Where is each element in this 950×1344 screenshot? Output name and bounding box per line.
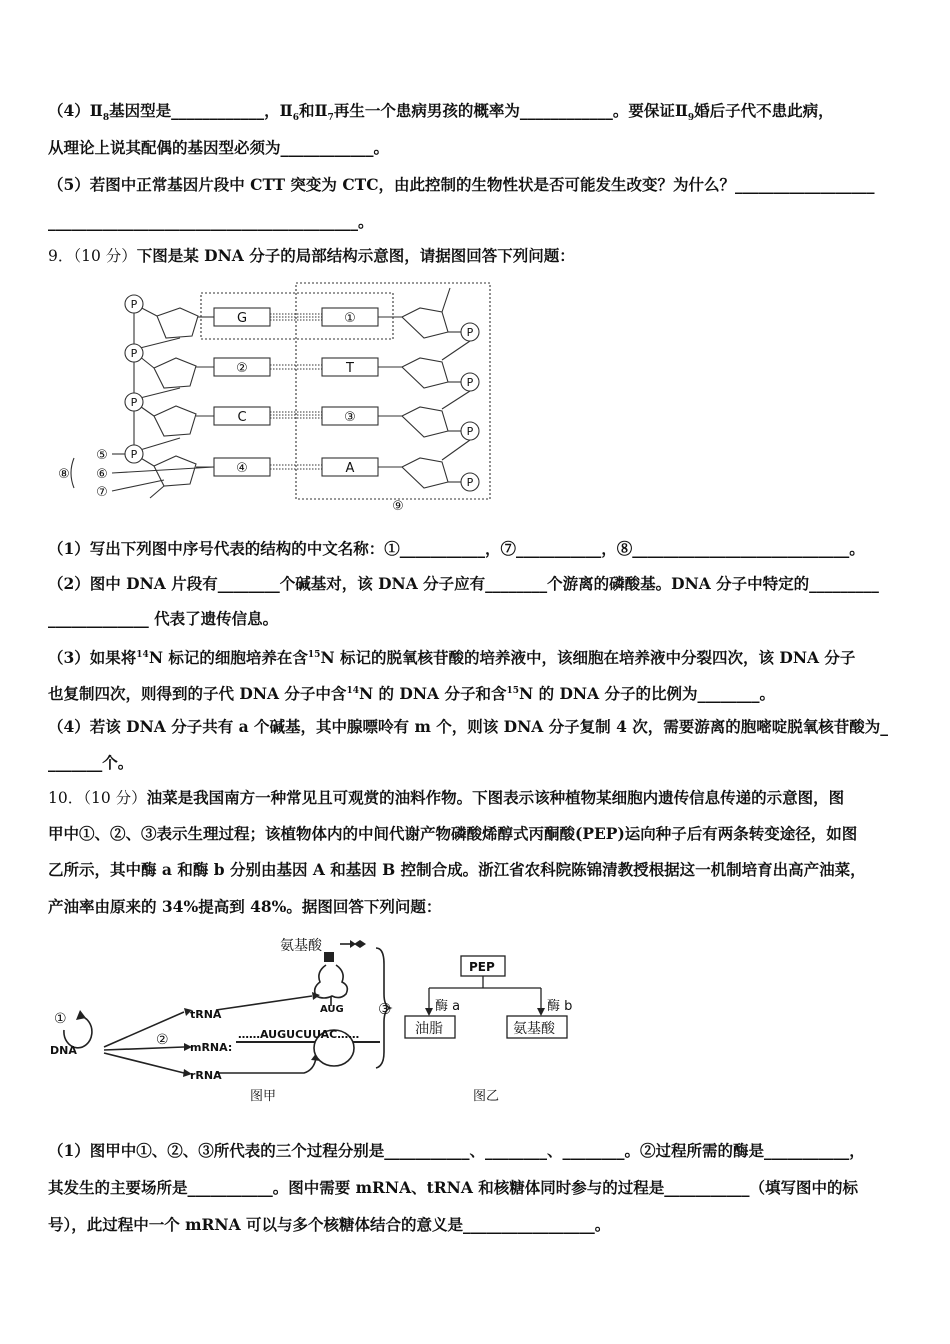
q8-part4-line2: 从理论上说其配偶的基因型必须为____________。 — [48, 138, 390, 157]
q9-part4-line1: （4）若该 DNA 分子共有 a 个碱基，其中腺嘌呤有 m 个，则该 DNA 分子复制 4 次，需要游离的胞嘧啶脱氧核苷酸为_ — [48, 717, 889, 736]
q9-part3-line1: （3）如果将$^{14}$N 标记的细胞培养在含$^{15}$N 标记的脱氧核苷酸的培养液中，该细胞在培养液中分裂四次，该 DNA 分子 — [48, 648, 856, 668]
process-2-label: ② — [156, 1032, 169, 1048]
q8-part4-line1: $(4)Ⅱ_8$基因型是____________，$Ⅱ_6$和$Ⅱ_7$再生一个患病男孩的概率为____________。要保证$Ⅱ_9$婚后子代不患此病， — [48, 101, 834, 124]
q9-stem: 9．（10 分）下图是某 DNA 分子的局部结构示意图，请据图回答下列问题： — [48, 246, 575, 265]
q9-part3-line2: 也复制四次，则得到的子代 DNA 分子中含$^{14}$N 的 DNA 分子和含$^{15}$N 的 DNA 分子的比例为________。 — [48, 684, 775, 704]
enzyme-a-label: 酶 a — [435, 999, 461, 1014]
oil-label: 油脂 — [415, 1021, 443, 1037]
base-G-label: G — [236, 311, 248, 326]
phosphate-label: P — [466, 326, 474, 339]
base-A-label: A — [345, 461, 355, 476]
dna-structure-diagram — [50, 280, 500, 515]
q8-part5-line2: ________________________________________。 — [48, 212, 374, 231]
codon-sequence: ……AUGUCUUAC…… — [238, 1028, 360, 1041]
base-C-label: C — [237, 410, 247, 425]
q10-stem-line2: 甲中①、②、③表示生理过程；该植物体内的中间代谢产物磷酸烯醇式丙酮酸(PEP)运向种子后有两条转变途径，如图 — [48, 824, 858, 843]
q8-part5-line1: （5）若图中正常基因片段中 CTT 突变为 CTC，由此控制的生物性状是否可能发生改变？为什么？__________________ — [48, 175, 875, 194]
q9-part1: （1）写出下列图中序号代表的结构的中文名称：①___________，⑦___________，⑧____________________________。 — [48, 539, 865, 558]
phosphate-label: P — [466, 425, 474, 438]
figure-jia-caption: 图甲 — [250, 1089, 277, 1104]
dna-label: DNA — [50, 1044, 77, 1057]
process-1-label: ① — [54, 1011, 67, 1027]
label-9: ⑨ — [392, 499, 404, 514]
q10-stem-line1: 10．（10 分）油菜是我国南方一种常见且可观赏的油料作物。下图表示该种植物某细胞内遗传信息传递的示意图，图 — [48, 788, 845, 807]
trna-label: tRNA — [190, 1008, 222, 1021]
enzyme-b-label: 酶 b — [547, 999, 573, 1014]
figure-jia-gene-expression — [44, 930, 390, 1105]
label-1: ① — [344, 311, 356, 326]
anticodon-label: AUG — [320, 1004, 344, 1015]
q10-part1-line1: （1）图甲中①、②、③所代表的三个过程分别是___________、________、________。②过程所需的酶是___________， — [48, 1141, 865, 1160]
amino-acid-label: 氨基酸 — [280, 938, 322, 954]
rrna-label: rRNA — [190, 1069, 222, 1082]
phosphate-label: P — [130, 448, 138, 461]
pep-label: PEP — [469, 960, 495, 974]
phosphate-label: P — [130, 396, 138, 409]
phosphate-label: P — [466, 476, 474, 489]
process-3-label: ③ — [378, 1000, 392, 1018]
q9-part2-line1: （2）图中 DNA 片段有________个碱基对，该 DNA 分子应有________个游离的磷酸基。DNA 分子中特定的_________ — [48, 574, 879, 593]
label-7: ⑦ — [96, 485, 108, 500]
mrna-label: mRNA: — [190, 1041, 233, 1054]
label-4: ④ — [236, 461, 248, 476]
q10-part1-line2: 其发生的主要场所是___________。图中需要 mRNA、tRNA 和核糖体同时参与的过程是___________（填写图中的标 — [48, 1178, 859, 1197]
label-8: ⑧ — [58, 467, 70, 482]
label-3: ③ — [344, 410, 356, 425]
q10-part1-line3: 号），此过程中一个 mRNA 可以与多个核糖体结合的意义是_________________。 — [48, 1215, 611, 1234]
phosphate-label: P — [466, 376, 474, 389]
phosphate-label: P — [130, 298, 138, 311]
base-T-label: T — [346, 361, 354, 376]
figure-yi-caption: 图乙 — [473, 1089, 500, 1104]
q9-part2-line2: _____________ 代表了遗传信息。 — [48, 609, 279, 628]
label-2: ② — [236, 361, 248, 376]
q9-part4-line2: _______个。 — [48, 753, 134, 772]
dotted-box-1 — [201, 293, 393, 339]
phosphate-label: P — [130, 347, 138, 360]
q10-stem-line4: 产油率由原来的 34%提高到 48%。据图回答下列问题： — [48, 897, 442, 916]
figure-yi-pep-pathway — [395, 950, 585, 1105]
label-6: ⑥ — [96, 467, 108, 482]
yi-amino-acid-label: 氨基酸 — [513, 1021, 555, 1037]
label-5: ⑤ — [96, 448, 108, 463]
q10-stem-line3: 乙所示，其中酶 a 和酶 b 分别由基因 A 和基因 B 控制合成。浙江省农科院陈锦清教授根据这一机制培育出高产油菜， — [48, 860, 866, 879]
